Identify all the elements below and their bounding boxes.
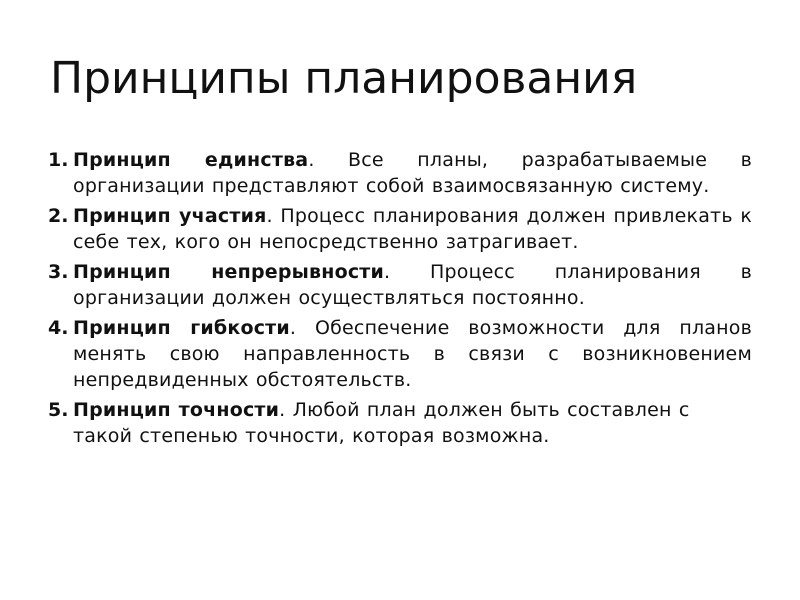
list-item (48, 203, 752, 255)
item-number: 3. (48, 261, 69, 283)
item-number: 4. (48, 317, 69, 339)
principles-list (48, 147, 752, 453)
list-item (48, 259, 752, 311)
item-number: 5. (48, 399, 69, 421)
item-text: . Процесс планирования должен привлекать к себе тех, кого он непосредственно затрагивает. (73, 205, 752, 253)
list-item (48, 147, 752, 199)
item-text: . Процесс планирования в организации должен осуществляться постоянно. (73, 261, 752, 309)
item-body (73, 259, 752, 311)
item-term: Принцип единства (73, 149, 309, 171)
item-term: Принцип непрерывности (73, 261, 385, 283)
item-body (73, 147, 752, 199)
item-body (73, 203, 752, 255)
item-term: Принцип точности (73, 399, 280, 421)
item-term: Принцип участия (73, 205, 267, 227)
item-text: . Обеспечение возможности для планов менять свою направленность в связи с возникновением непредвиденных обстоятельств. (73, 317, 752, 391)
list-item (48, 397, 752, 449)
item-text: . Любой план должен быть составлен с такой степенью точности, которая возможна. (73, 399, 690, 447)
item-number: 2. (48, 205, 69, 227)
item-text: . Все планы, разрабатываемые в организации представляют собой взаимосвязанную систему. (73, 149, 752, 197)
item-term: Принцип гибкости (73, 317, 290, 339)
item-body (73, 397, 752, 449)
item-number: 1. (48, 149, 69, 171)
list-item (48, 315, 752, 393)
slide-title: Принципы планирования (50, 53, 638, 104)
item-body (73, 315, 752, 393)
